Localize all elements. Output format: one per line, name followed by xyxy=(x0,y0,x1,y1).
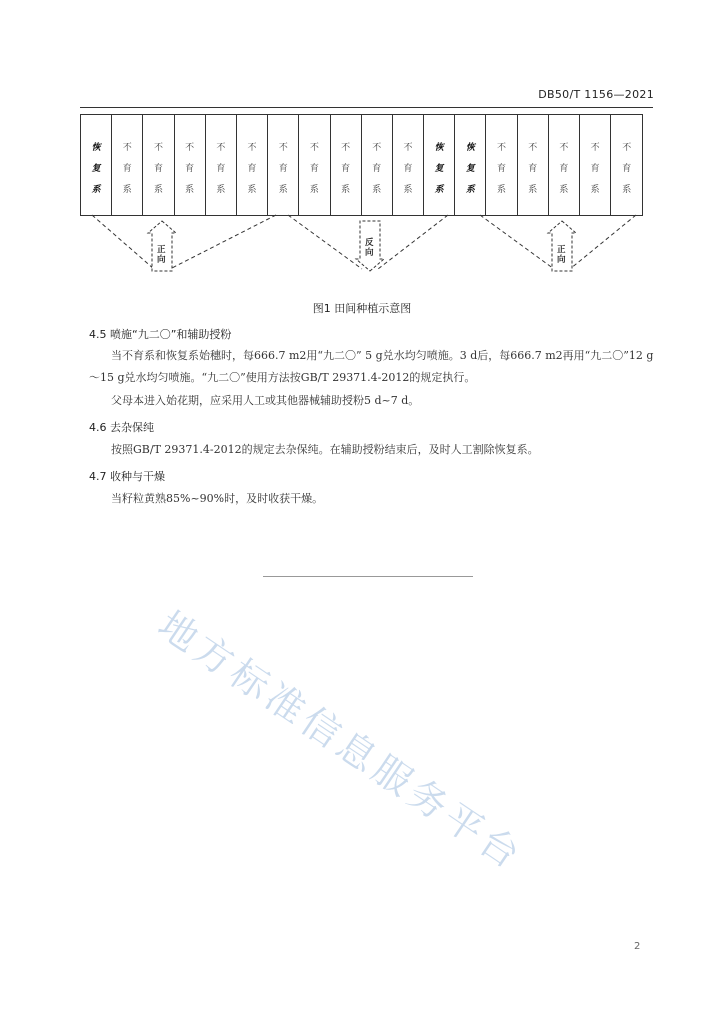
row-label-char: 恢 xyxy=(434,143,444,153)
sterile-row xyxy=(580,115,611,215)
paragraph-4-5-2: 父母本进入始花期，应采用人工或其他器械辅助授粉5 d~7 d。 xyxy=(111,394,420,407)
row-label-char: 不 xyxy=(216,143,226,153)
row-label-char: 不 xyxy=(528,143,538,153)
paragraph-4-5-1: 当不育系和恢复系始穗时，每666.7 m2用“九二〇” 5 g兑水均匀喷施。3 d后，每666.7 m2再用“九二〇”12 g～15 g兑水均匀喷施。“九二〇”使用方法按GB/T 29371.4-2012的规定执行。 xyxy=(89,349,654,384)
row-label-char: 系 xyxy=(434,185,444,195)
row-label-char: 系 xyxy=(185,185,195,195)
sterile-row xyxy=(393,115,424,215)
row-label-char: 育 xyxy=(341,164,351,174)
arrow-label-top: 反 xyxy=(365,238,374,248)
row-label-char: 不 xyxy=(622,143,632,153)
restorer-row xyxy=(81,115,112,215)
row-label-char: 系 xyxy=(497,185,507,195)
row-label-char: 恢 xyxy=(465,143,475,153)
row-label-char: 系 xyxy=(122,185,132,195)
arrow-label-bottom: 向 xyxy=(365,248,374,258)
row-label-char: 不 xyxy=(247,143,257,153)
row-label-char: 育 xyxy=(216,164,226,174)
sterile-row xyxy=(362,115,393,215)
sterile-row xyxy=(175,115,206,215)
row-label-char: 系 xyxy=(216,185,226,195)
row-label-char: 育 xyxy=(122,164,132,174)
row-label-char: 育 xyxy=(559,164,569,174)
row-label-char: 不 xyxy=(372,143,382,153)
row-label-char: 系 xyxy=(153,185,163,195)
sterile-row xyxy=(268,115,299,215)
converge-line-left xyxy=(288,215,362,269)
row-label-char: 不 xyxy=(341,143,351,153)
sterile-row xyxy=(611,115,642,215)
row-label-char: 系 xyxy=(278,185,288,195)
arrow-label-bottom: 向 xyxy=(557,255,566,265)
row-label-char: 育 xyxy=(309,164,319,174)
row-label-char: 不 xyxy=(122,143,132,153)
figure-caption: 图1 田间种植示意图 xyxy=(312,302,412,315)
row-label-char: 不 xyxy=(153,143,163,153)
sterile-row xyxy=(299,115,330,215)
converge-line-left xyxy=(480,215,554,269)
sterile-row xyxy=(486,115,517,215)
row-label-char: 育 xyxy=(528,164,538,174)
row-label-char: 育 xyxy=(403,164,413,174)
restorer-row xyxy=(455,115,486,215)
arrow-label-top: 正 xyxy=(157,245,166,255)
row-label-char: 系 xyxy=(309,185,319,195)
page-number: 2 xyxy=(634,941,641,952)
row-label-char: 育 xyxy=(278,164,288,174)
paragraph-4-6-1: 按照GB/T 29371.4-2012的规定去杂保纯。在辅助授粉结束后，及时人工割除恢复系。 xyxy=(111,443,539,456)
row-label-char: 复 xyxy=(434,164,444,174)
row-label-char: 不 xyxy=(185,143,195,153)
row-label-char: 复 xyxy=(465,164,475,174)
row-label-char: 不 xyxy=(497,143,507,153)
section-heading-4-5: 4.5 喷施“九二〇”和辅助授粉 xyxy=(89,328,232,341)
row-label-char: 恢 xyxy=(91,143,101,153)
arrow-label xyxy=(157,245,166,265)
row-label-char: 育 xyxy=(247,164,257,174)
sterile-row xyxy=(518,115,549,215)
row-label-char: 系 xyxy=(91,185,101,195)
watermark: 地方标准信息服务平台 xyxy=(150,602,532,880)
row-label-char: 系 xyxy=(528,185,538,195)
row-label-char: 系 xyxy=(247,185,257,195)
row-label-char: 系 xyxy=(341,185,351,195)
arrow-label xyxy=(557,245,566,265)
row-label-char: 系 xyxy=(372,185,382,195)
row-label-char: 不 xyxy=(559,143,569,153)
arrow-label-top: 正 xyxy=(557,245,566,255)
row-label-char: 系 xyxy=(559,185,569,195)
row-label-char: 不 xyxy=(309,143,319,153)
row-label-char: 育 xyxy=(185,164,195,174)
section-heading-4-7: 4.7 收种与干燥 xyxy=(89,470,165,483)
converge-line-right xyxy=(378,215,448,269)
sterile-row xyxy=(549,115,580,215)
converge-line-right xyxy=(170,215,276,269)
sterile-row xyxy=(143,115,174,215)
section-heading-4-6: 4.6 去杂保纯 xyxy=(89,421,154,434)
row-label-char: 复 xyxy=(91,164,101,174)
row-label-char: 系 xyxy=(465,185,475,195)
end-separator xyxy=(263,576,473,577)
row-label-char: 不 xyxy=(403,143,413,153)
header-rule xyxy=(80,107,653,108)
row-label-char: 育 xyxy=(153,164,163,174)
arrow-label-bottom: 向 xyxy=(157,255,166,265)
row-label-char: 系 xyxy=(403,185,413,195)
row-label-char: 不 xyxy=(278,143,288,153)
sterile-row xyxy=(331,115,362,215)
row-label-char: 育 xyxy=(372,164,382,174)
sterile-row xyxy=(112,115,143,215)
row-label-char: 育 xyxy=(590,164,600,174)
row-label-char: 系 xyxy=(622,185,632,195)
row-label-char: 育 xyxy=(497,164,507,174)
restorer-row xyxy=(424,115,455,215)
row-label-char: 育 xyxy=(622,164,632,174)
arrow-label xyxy=(365,238,374,258)
converge-line-left xyxy=(92,215,154,269)
row-label-char: 不 xyxy=(590,143,600,153)
sterile-row xyxy=(206,115,237,215)
converge-line-right xyxy=(570,215,636,269)
row-label-char: 系 xyxy=(590,185,600,195)
paragraph-4-7-1: 当籽粒黄熟85%~90%时，及时收获干燥。 xyxy=(111,492,324,505)
sterile-row xyxy=(237,115,268,215)
document-code: DB50/T 1156—2021 xyxy=(538,88,654,101)
planting-row-table xyxy=(80,114,643,216)
